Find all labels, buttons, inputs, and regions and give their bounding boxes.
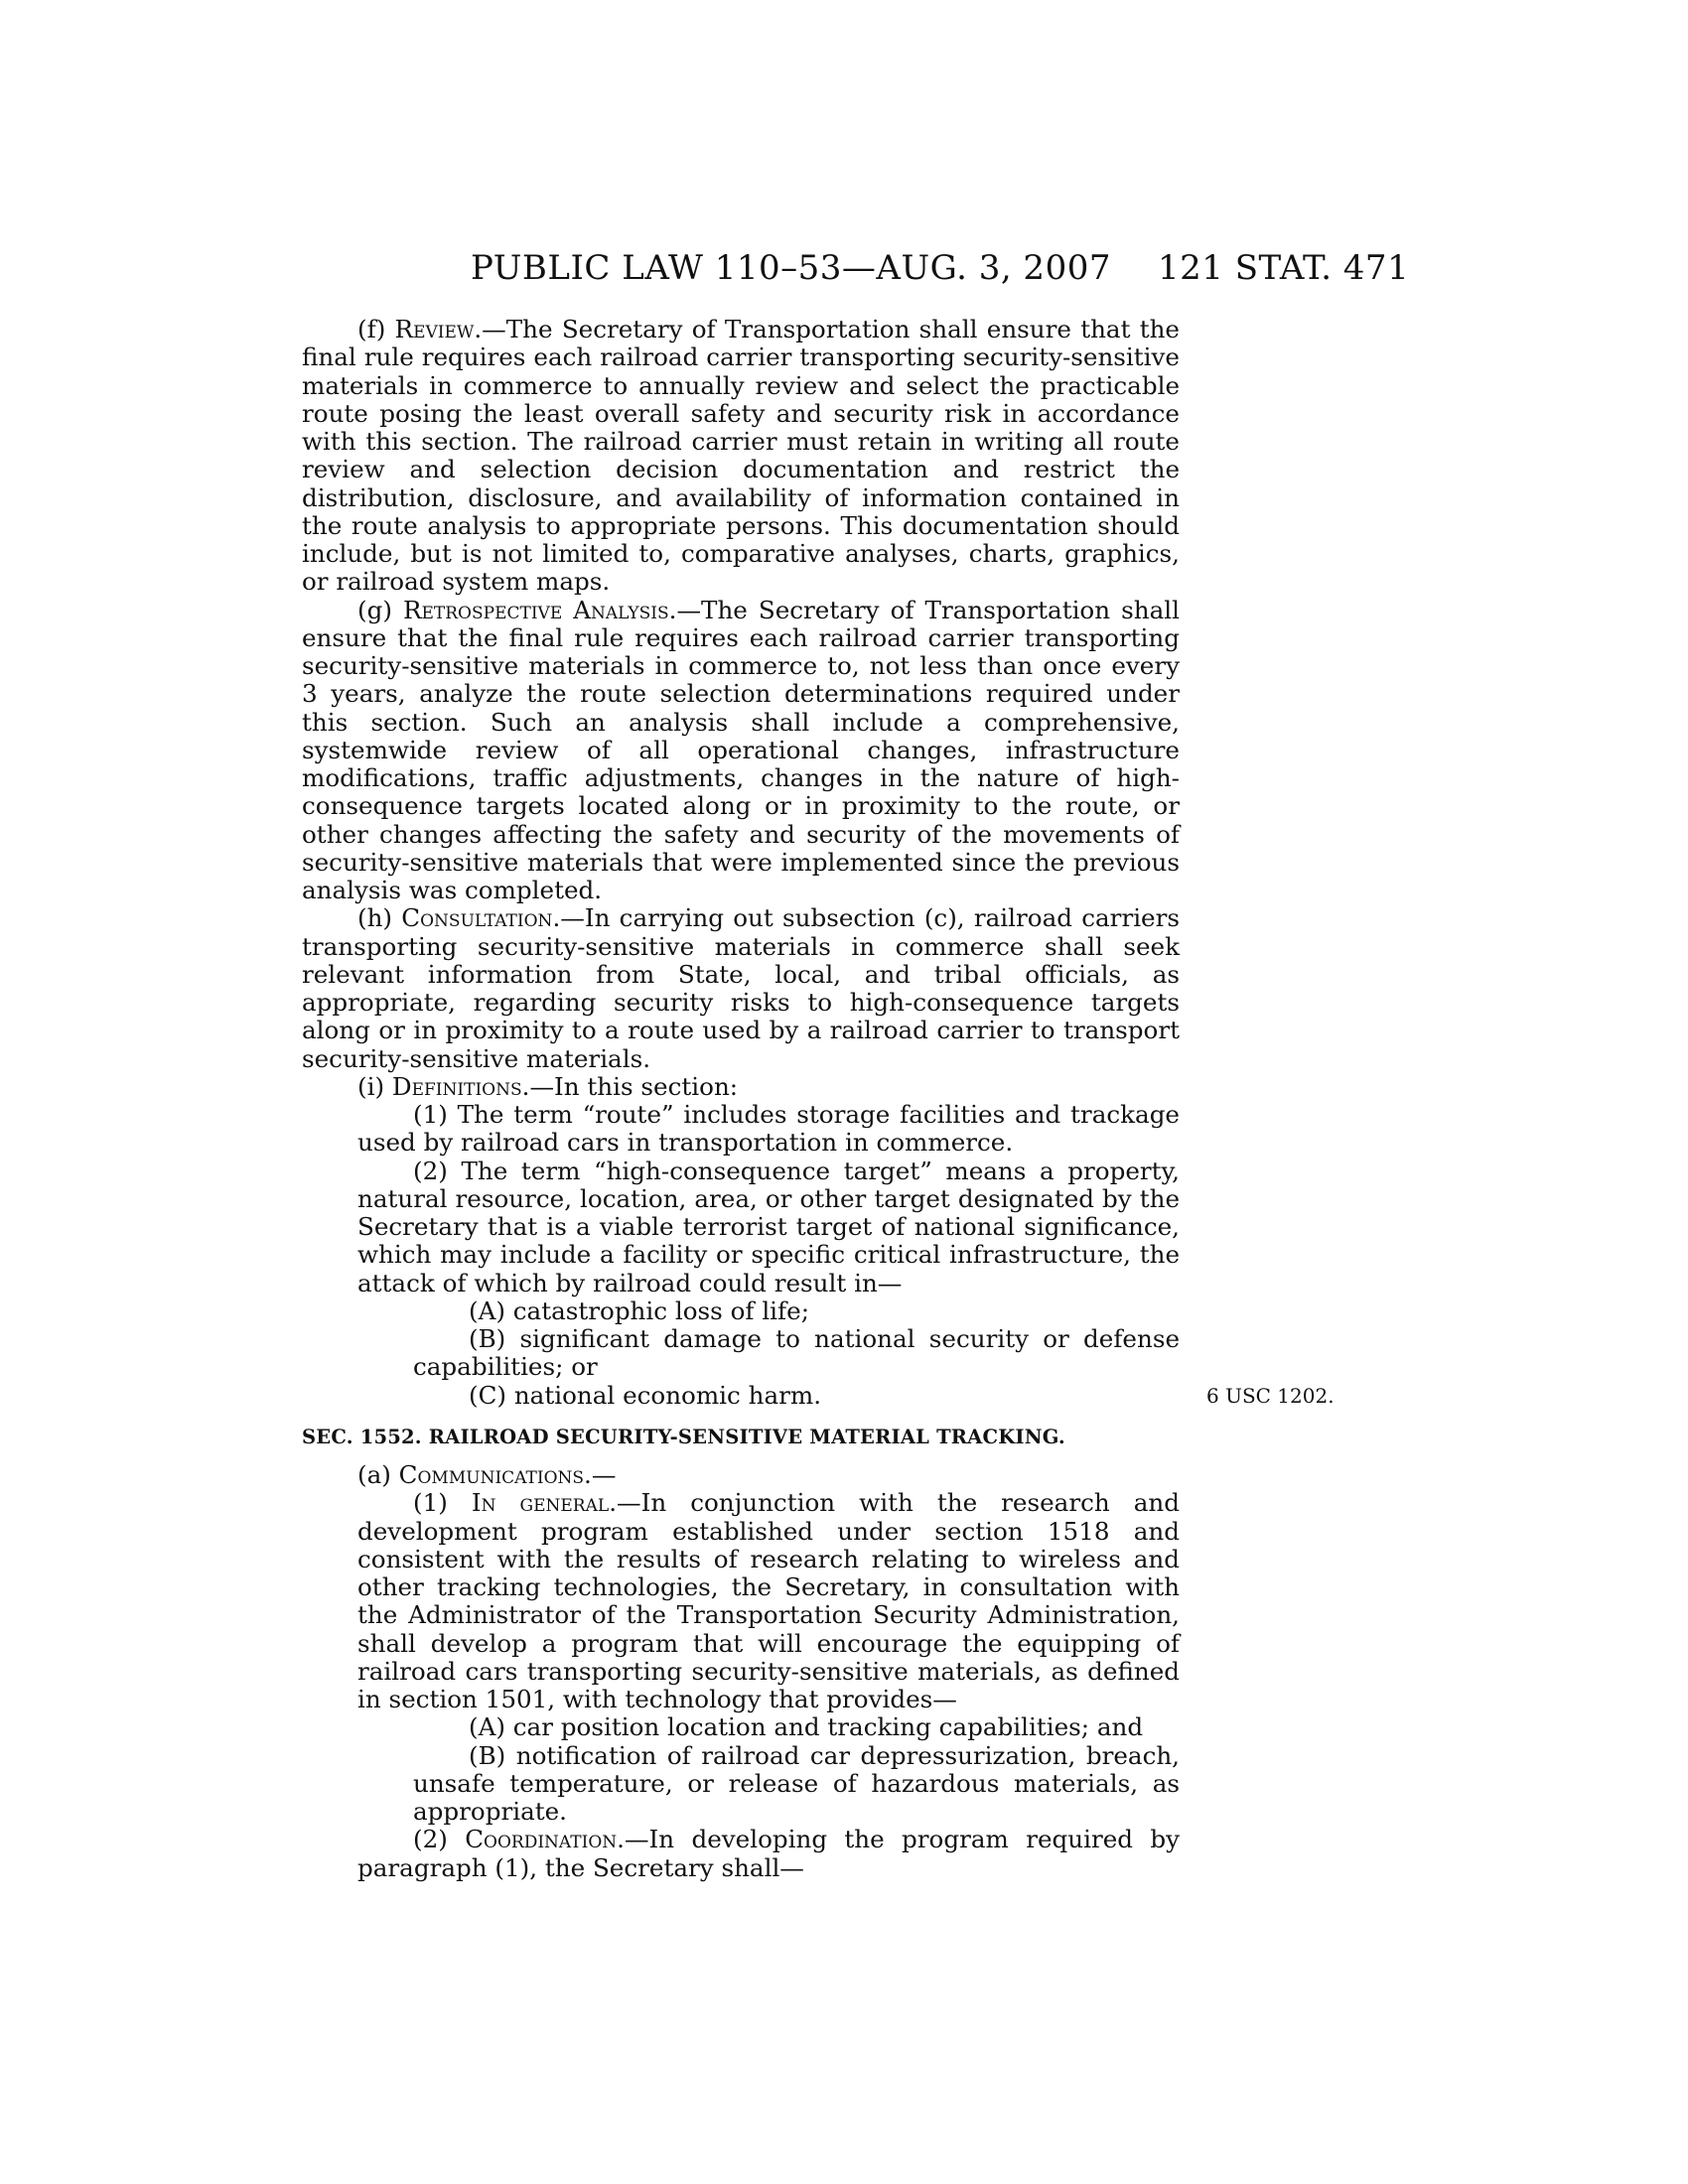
subsection-g-text: .—The Secretary of Transportation shall ensure that the final rule requires each railroad carrier transporting security-sensitive materials in commerce to, not less than once every 3 years, analyze the route selection determinations required under this section. Such an analysis shall include a comprehensive, systemwide review of all operational changes, infrastructure modifications, traffic adjustments, changes in the nature of high-consequence targets located along or in proximity to the route, or other changes affecting the safety and security of the movements of security-sensitive materials that were implemented since the previous analysis was completed. xyxy=(302,595,1180,904)
paragraph-i-2: (2) The term “high-consequence target” means a property, natural resource, location, area, or other target designated by the Secretary that is a viable terrorist target of national significance, which may include a facility or specific critical infrastructure, the attack of which by railroad could result in— xyxy=(357,1156,1180,1297)
subsection-h xyxy=(302,904,1180,1073)
paragraph-a-2-label: (2) xyxy=(413,1825,466,1854)
running-header-title: PUBLIC LAW 110–53—AUG. 3, 2007 xyxy=(471,248,1111,288)
paragraph-a-2 xyxy=(302,1826,1180,1882)
paragraph-i-1: (1) The term “route” includes storage facilities and trackage used by railroad cars in transportation in commerce. xyxy=(357,1100,1180,1158)
subsection-f-heading: Review xyxy=(394,315,475,343)
subsection-i xyxy=(302,1073,1180,1101)
paragraph-a-2-heading: Coordination xyxy=(465,1825,618,1854)
subsection-g xyxy=(302,597,1180,905)
subsection-h-label: (h) xyxy=(357,903,402,933)
subparagraph-i-2-a: (A) catastrophic loss of life; xyxy=(469,1296,809,1325)
paragraph-a-1-label: (1) xyxy=(413,1488,472,1518)
subparagraph-i-2-b: (B) significant damage to national security or defense capabilities; or xyxy=(413,1324,1180,1382)
section-heading: SEC. 1552. RAILROAD SECURITY-SENSITIVE MATERIAL TRACKING. xyxy=(302,1425,1065,1448)
document-body xyxy=(302,316,1180,1882)
subsection-a xyxy=(302,1461,1180,1489)
subsection-f xyxy=(302,316,1180,597)
paragraph-a-1 xyxy=(302,1489,1180,1713)
subsection-a-text: .— xyxy=(584,1460,617,1489)
subsection-f-text: .—The Secretary of Transportation shall ensure that the final rule requires each railroad carrier transporting security-sensitive materials in commerce to annually review and select the practicable route posing the least overall safety and security risk in accordance with this section. The railroad carrier must retain in writing all route review and selection decision documentation and restrict the distribution, disclosure, and availability of information contained in the route analysis to appropriate persons. This documentation should include, but is not limited to, comparative analyses, charts, graphics, or railroad system maps. xyxy=(302,315,1180,597)
subsection-i-heading: Definitions xyxy=(391,1071,522,1101)
subsection-g-label: (g) xyxy=(357,595,403,624)
subparagraph-a-1-a: (A) car position location and tracking capabilities; and xyxy=(469,1712,1144,1742)
subparagraph-a-1-b: (B) notification of railroad car depressurization, breach, unsafe temperature, or release of hazardous materials, as appropriate. xyxy=(413,1740,1180,1826)
subsection-i-text: .—In this section: xyxy=(521,1071,739,1101)
subsection-h-heading: Consultation xyxy=(401,903,553,933)
subsection-h-text: .—In carrying out subsection (c), railroad carriers transporting security-sensitive materials in commerce shall seek relevant information from State, local, and tribal officials, as appropriate, regarding security risks to high-consequence targets along or in proximity to a route used by a railroad carrier to transport security-sensitive materials. xyxy=(302,903,1180,1073)
usc-margin-note: 6 USC 1202. xyxy=(1206,1384,1335,1408)
subsection-g-heading: Retrospective Analysis xyxy=(402,595,669,624)
paragraph-a-1-text: .—In conjunction with the research and development program established under section 1518 and consistent with the results of research relating to wireless and other tracking technologies, the Secretary, in consultation with the Administrator of the Transportation Security Administration, shall develop a program that will encourage the equipping of railroad cars transporting security-sensitive materials, as defined in section 1501, with technology that provides— xyxy=(357,1488,1180,1713)
subsection-a-label: (a) xyxy=(357,1460,399,1489)
subsection-f-label: (f) xyxy=(357,315,395,343)
subparagraph-i-2-c: (C) national economic harm. xyxy=(469,1380,822,1410)
paragraph-a-1-heading: In general xyxy=(471,1488,610,1518)
paragraph-a-2-text: .—In developing the program required by paragraph (1), the Secretary shall— xyxy=(357,1825,1181,1882)
subsection-a-heading: Communications xyxy=(398,1460,585,1489)
subsection-i-label: (i) xyxy=(357,1071,392,1101)
page-number: 121 STAT. 471 xyxy=(1158,248,1410,288)
